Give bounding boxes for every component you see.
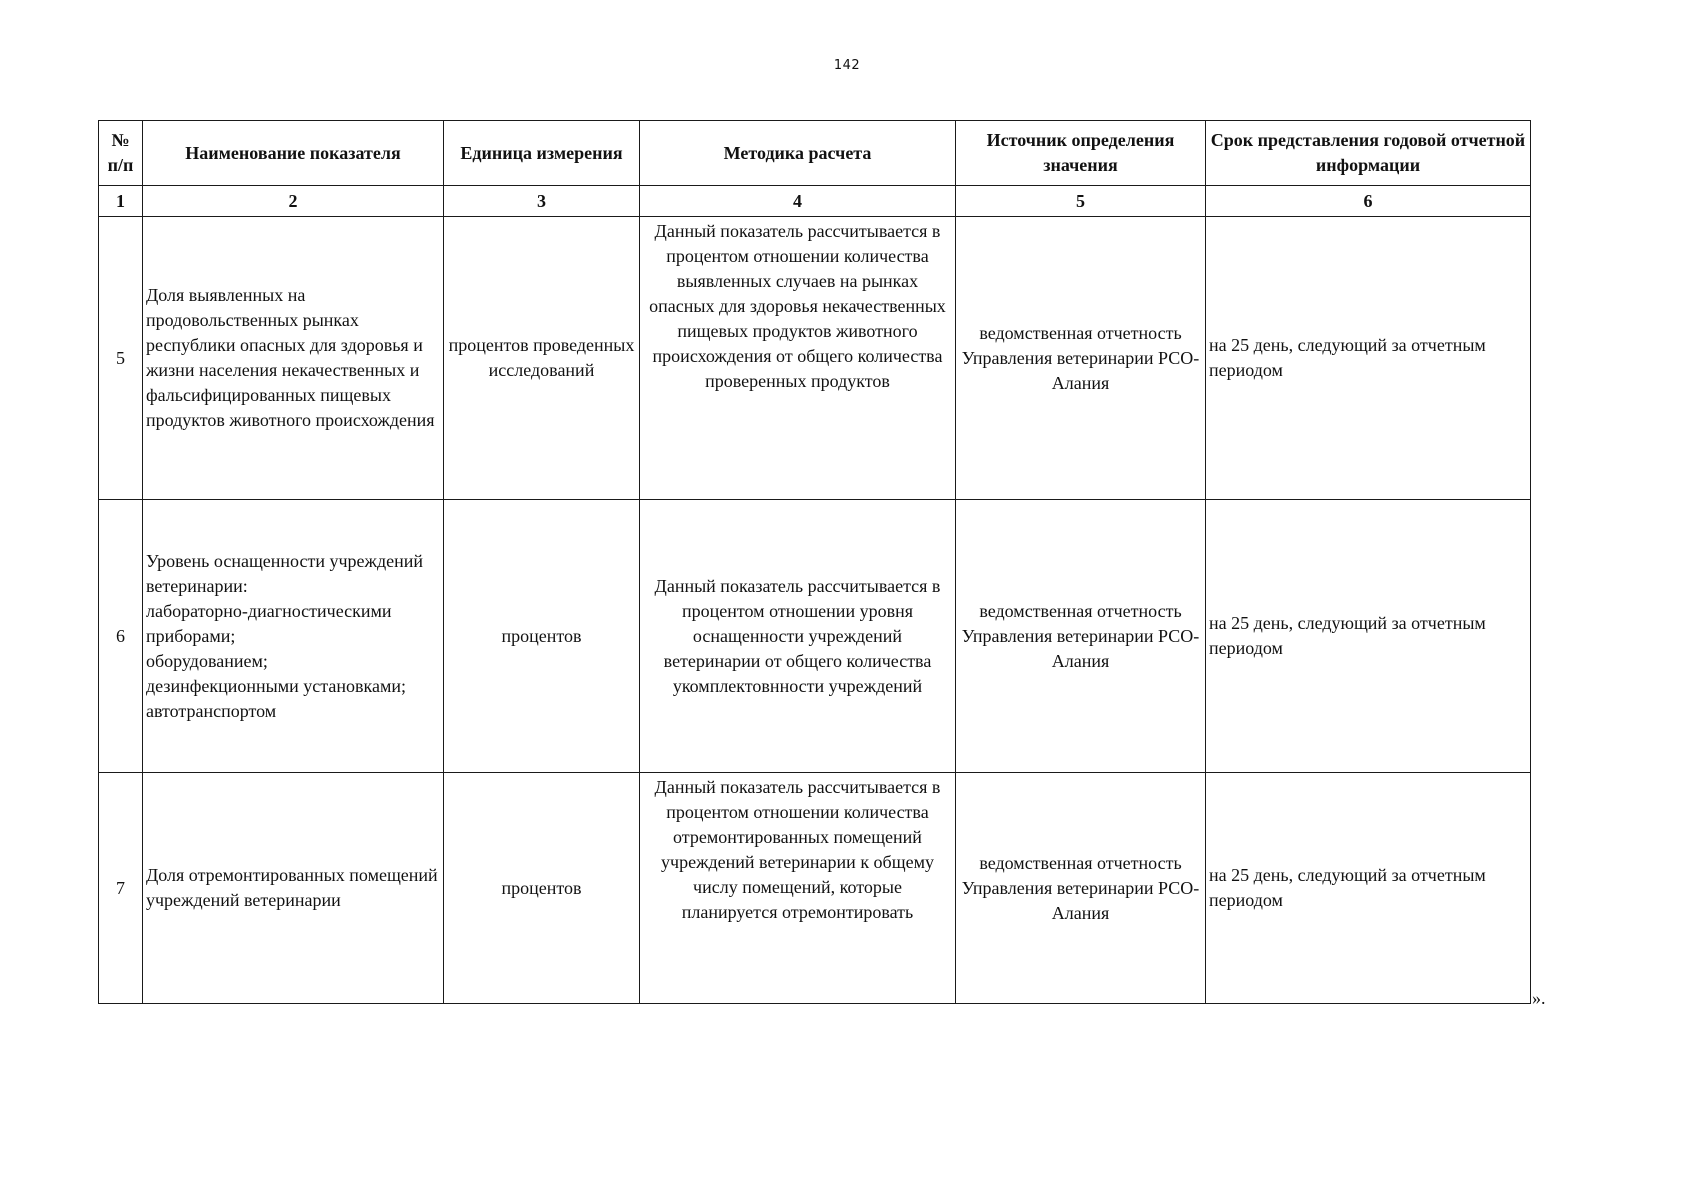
- indicator-name-line: дезинфекционными установками;: [146, 675, 406, 696]
- value-source: ведомственная отчетность Управления ветеринарии РСО-Алания: [956, 217, 1206, 500]
- value-source: ведомственная отчетность Управления ветеринарии РСО-Алания: [956, 500, 1206, 773]
- indicator-name-line: оборудованием;: [146, 650, 268, 671]
- row-number: 7: [99, 773, 143, 1004]
- row-number: 6: [99, 500, 143, 773]
- unit: процентов: [444, 773, 640, 1004]
- table-row: [99, 773, 1531, 1004]
- header-source: Источник определения значения: [956, 121, 1206, 186]
- header-indicator-name: Наименование показателя: [143, 121, 444, 186]
- calculation-method: Данный показатель рассчитывается в процентом отношении уровня оснащенности учреждений ветеринарии от общего количества укомплектовнности учреждений: [640, 500, 956, 773]
- closing-quote-mark: ».: [1532, 988, 1546, 1008]
- column-number: 5: [956, 186, 1206, 217]
- indicator-name: [143, 500, 444, 773]
- reporting-term: на 25 день, следующий за отчетным периодом: [1206, 773, 1531, 1004]
- column-number: 6: [1206, 186, 1531, 217]
- table-row: [99, 217, 1531, 500]
- column-number: 2: [143, 186, 444, 217]
- unit: процентов проведенных исследований: [444, 217, 640, 500]
- unit: процентов: [444, 500, 640, 773]
- header-unit: Единица измерения: [444, 121, 640, 186]
- header-number: № п/п: [99, 121, 143, 186]
- column-number: 1: [99, 186, 143, 217]
- value-source: ведомственная отчетность Управления ветеринарии РСО-Алания: [956, 773, 1206, 1004]
- reporting-term: на 25 день, следующий за отчетным периодом: [1206, 217, 1531, 500]
- reporting-term: на 25 день, следующий за отчетным периодом: [1206, 500, 1531, 773]
- column-number: 3: [444, 186, 640, 217]
- indicator-name-line: лабораторно-диагностическими приборами;: [146, 600, 392, 646]
- page-number: 142: [833, 58, 861, 73]
- header-method: Методика расчета: [640, 121, 956, 186]
- indicators-table: [98, 120, 1531, 1004]
- indicator-name-line: автотранспортом: [146, 700, 277, 721]
- indicator-name: Доля выявленных на продовольственных рынках республики опасных для здоровья и жизни населения некачественных и фальсифицированных пищевых продуктов животного происхождения: [143, 217, 444, 500]
- table-row: [99, 500, 1531, 773]
- indicator-name: Доля отремонтированных помещений учреждений ветеринарии: [143, 773, 444, 1004]
- row-number: 5: [99, 217, 143, 500]
- calculation-method: Данный показатель рассчитывается в процентом отношении количества выявленных случаев на рынках опасных для здоровья некачественных пищевых продуктов животного происхождения от общего количества проверенных продуктов: [640, 217, 956, 500]
- calculation-method: Данный показатель рассчитывается в процентом отношении количества отремонтированных помещений учреждений ветеринарии к общему числу помещений, которые планируется отремонтировать: [640, 773, 956, 1004]
- column-number-row: [99, 186, 1531, 217]
- column-number: 4: [640, 186, 956, 217]
- header-row: [99, 121, 1531, 186]
- indicator-name-line: Уровень оснащенности учреждений ветеринарии:: [146, 550, 424, 596]
- header-term: Срок представления годовой отчетной информации: [1206, 121, 1531, 186]
